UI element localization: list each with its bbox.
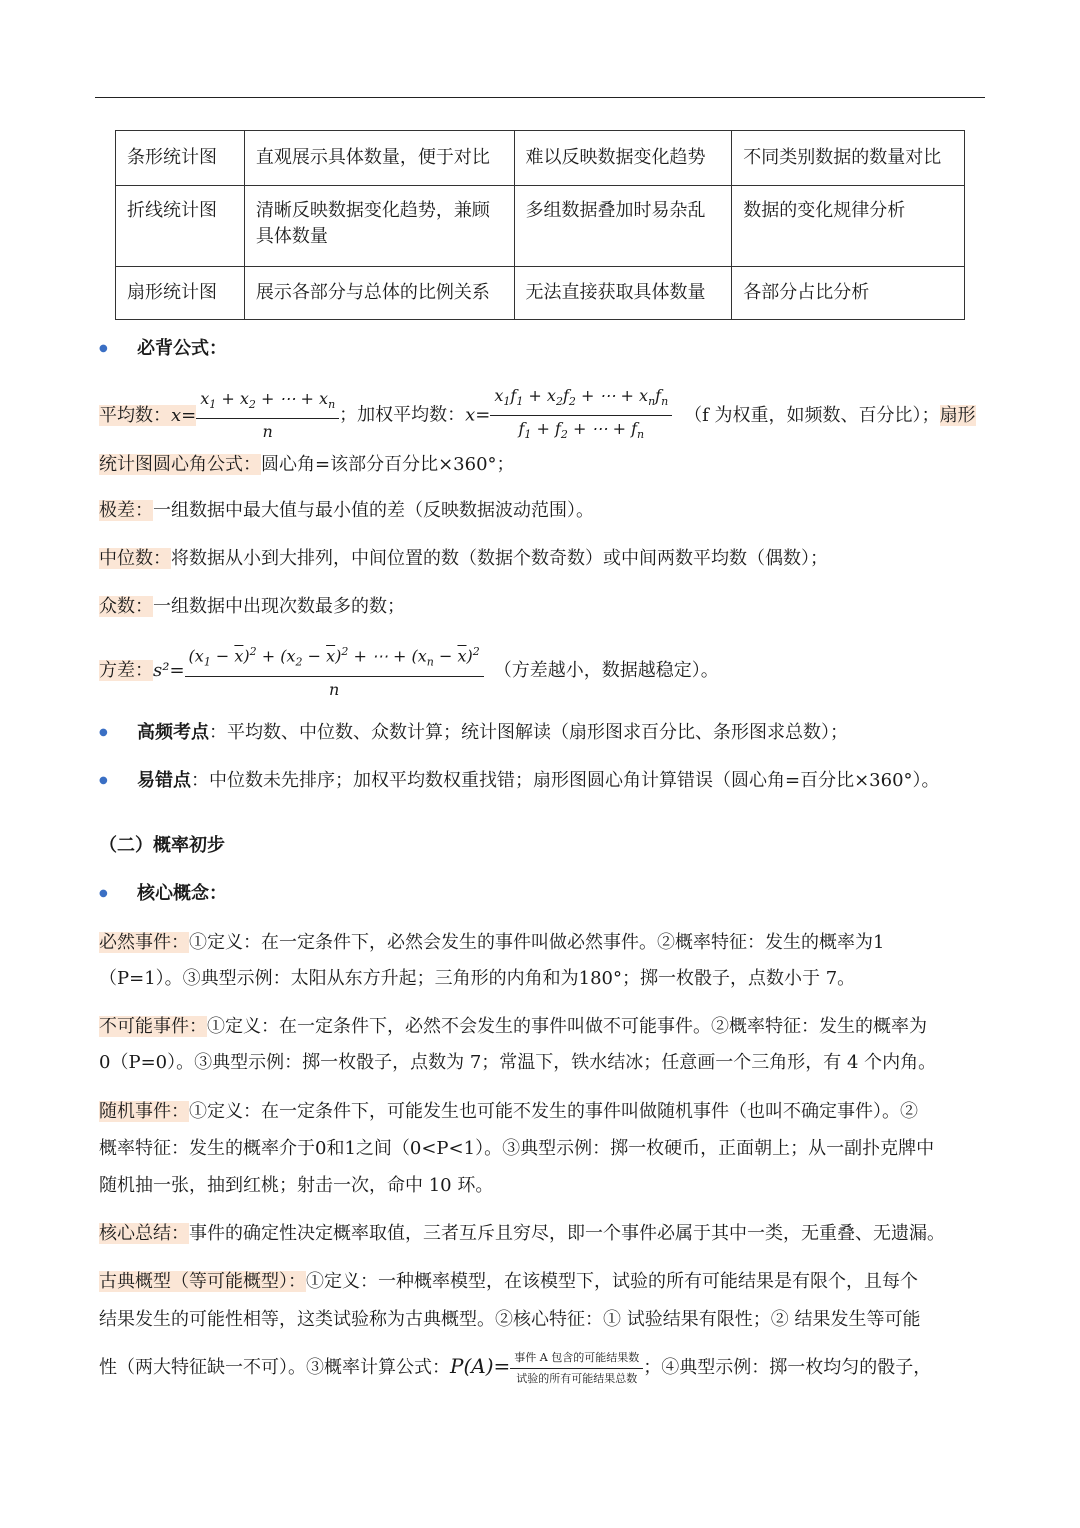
table-cell: 无法直接获取具体数量: [514, 267, 732, 320]
certain-label: 必然事件：: [99, 932, 189, 953]
table-cell: 直观展示具体数量，便于对比: [244, 131, 514, 186]
random-text-1: ①定义：在一定条件下，可能发生也可能不发生的事件叫做随机事件（也叫不确定事件）。②: [189, 1101, 918, 1122]
table-cell: 清晰反映数据变化趋势，兼顾具体数量: [244, 186, 514, 267]
bullet-icon: ●: [99, 727, 108, 738]
bullet-icon: ●: [99, 888, 108, 899]
weight-note: （f 为权重，如频数、百分比）；: [684, 404, 940, 426]
impossible-label: 不可能事件：: [99, 1016, 207, 1037]
mode-line: [99, 594, 405, 620]
table-cell: 扇形统计图: [116, 267, 245, 320]
header-rule: [95, 97, 985, 98]
classic-label: 古典概型（等可能概型）：: [99, 1271, 306, 1292]
section-title: （二）概率初步: [99, 835, 225, 856]
table-row: [116, 267, 965, 320]
classic-line-3: [99, 1344, 931, 1388]
range-text: 一组数据中最大值与最小值的差（反映数据波动范围）。: [153, 500, 594, 521]
random-line-3: 随机抽一张，抽到红桃；射击一次，命中 10 环。: [99, 1175, 494, 1196]
freq-label: 高频考点: [137, 722, 209, 743]
weighted-label: ；加权平均数：: [339, 404, 466, 426]
formula-heading: 必背公式：: [137, 338, 227, 359]
mode-label: 众数：: [99, 596, 153, 617]
random-label: 随机事件：: [99, 1101, 189, 1122]
random-line-2: 概率特征：发生的概率介于0和1之间（0<P<1）。③典型示例：掷一枚硬币，正面朝上；从一副扑克牌中: [99, 1138, 935, 1159]
table-cell: 展示各部分与总体的比例关系: [244, 267, 514, 320]
pie-text: 圆心角=该部分百分比×360°；: [261, 454, 515, 475]
pie-label-a: 扇形: [939, 404, 976, 426]
variance-line: [99, 642, 719, 699]
weighted-lhs: x=: [465, 404, 491, 426]
table-cell: 不同类别数据的数量对比: [732, 131, 965, 186]
classic-text-1: ①定义：一种概率模型，在该模型下，试验的所有可能结果是有限个，且每个: [306, 1271, 918, 1292]
variance-label: 方差：: [99, 659, 153, 681]
summary-text: 事件的确定性决定概率取值，三者互斥且穷尽，即一个事件必属于其中一类，无重叠、无遗漏。: [189, 1223, 945, 1244]
certain-text-1: ①定义：在一定条件下，必然会发生的事件叫做必然事件。②概率特征：发生的概率为1: [189, 932, 885, 953]
certain-line-2: （P=1）。③典型示例：太阳从东方升起；三角形的内角和为180°；掷一枚骰子，点数小于 7。: [99, 968, 856, 989]
core-heading: 核心概念：: [137, 883, 227, 904]
median-line: [99, 546, 828, 572]
impossible-line-1: [99, 1014, 927, 1040]
mean-formula-line: [99, 386, 976, 442]
bullet-icon: ●: [99, 343, 108, 354]
summary-label: 核心总结：: [99, 1223, 189, 1244]
mean-label: 平均数：: [99, 404, 171, 426]
variance-lhs: s²=: [153, 659, 185, 681]
classic-formula-lhs: P(A)=: [450, 1354, 511, 1378]
table-row: [116, 131, 965, 186]
mean-fraction: $\frac{x_1 + x_2 + \cdots + x_n}{n}$: [196, 389, 339, 442]
table-cell: 多组数据叠加时易杂乱: [514, 186, 732, 267]
error-text: ：中位数未先排序；加权平均数权重找错；扇形图圆心角计算错误（圆心角=百分比×360°）。: [191, 770, 940, 791]
bullet-icon: ●: [99, 775, 108, 786]
median-label: 中位数：: [99, 548, 171, 569]
table-row: [116, 186, 965, 267]
freq-points-line: [137, 720, 848, 746]
classic-line-2: 结果发生的可能性相等，这类试验称为古典概型。②核心特征：① 试验结果有限性；② 结果发生等可能: [99, 1309, 921, 1330]
chart-comparison-table: [115, 130, 965, 320]
table-cell: 各部分占比分析: [732, 267, 965, 320]
mode-text: 一组数据中出现次数最多的数；: [153, 596, 405, 617]
pie-label-b: 统计图圆心角公式：: [99, 454, 261, 475]
range-label: 极差：: [99, 500, 153, 521]
mean-lhs: x=: [171, 404, 197, 426]
error-label: 易错点: [137, 770, 191, 791]
median-text: 将数据从小到大排列，中间位置的数（数据个数奇数）或中间两数平均数（偶数）；: [171, 548, 828, 569]
random-line-1: [99, 1099, 918, 1125]
freq-text: ：平均数、中位数、众数计算；统计图解读（扇形图求百分比、条形图求总数）；: [209, 722, 848, 743]
range-line: [99, 498, 594, 524]
classic-text-3a: 性（两大特征缺一不可）。③概率计算公式：: [99, 1357, 450, 1378]
variance-fraction: $\frac{(x_1 - \overline{x})^2 + (x_2 - \overline{x})^2 + \cdots + (x_n - \overline{x})^2}{n}$: [185, 642, 484, 700]
impossible-line-2: 0（P=0）。③典型示例：掷一枚骰子，点数为 7；常温下，铁水结冰；任意画一个三角形，有 4 个内角。: [99, 1052, 937, 1073]
pie-angle-line: [99, 452, 515, 478]
classic-fraction: $\frac{\text{事件 A 包含的可能结果数}}{\text{试验的所有可能结果总数}}$: [510, 1351, 643, 1386]
table-cell: 折线统计图: [116, 186, 245, 267]
impossible-text-1: ①定义：在一定条件下，必然不会发生的事件叫做不可能事件。②概率特征：发生的概率为: [207, 1016, 927, 1037]
table-cell: 难以反映数据变化趋势: [514, 131, 732, 186]
classic-line-1: [99, 1269, 918, 1295]
weighted-fraction: $\frac{x_1f_1 + x_2f_2 + \cdots + x_nf_n}{f_1 + f_2 + \cdots + f_n}$: [490, 386, 672, 445]
table-cell: 条形统计图: [116, 131, 245, 186]
error-points-line: [137, 768, 940, 794]
certain-line-1: [99, 930, 884, 956]
table-cell: 数据的变化规律分析: [732, 186, 965, 267]
variance-note: （方差越小，数据越稳定）。: [493, 659, 719, 681]
classic-text-3b: ；④典型示例：掷一枚均匀的骰子，: [643, 1357, 932, 1378]
summary-line: [99, 1221, 945, 1247]
